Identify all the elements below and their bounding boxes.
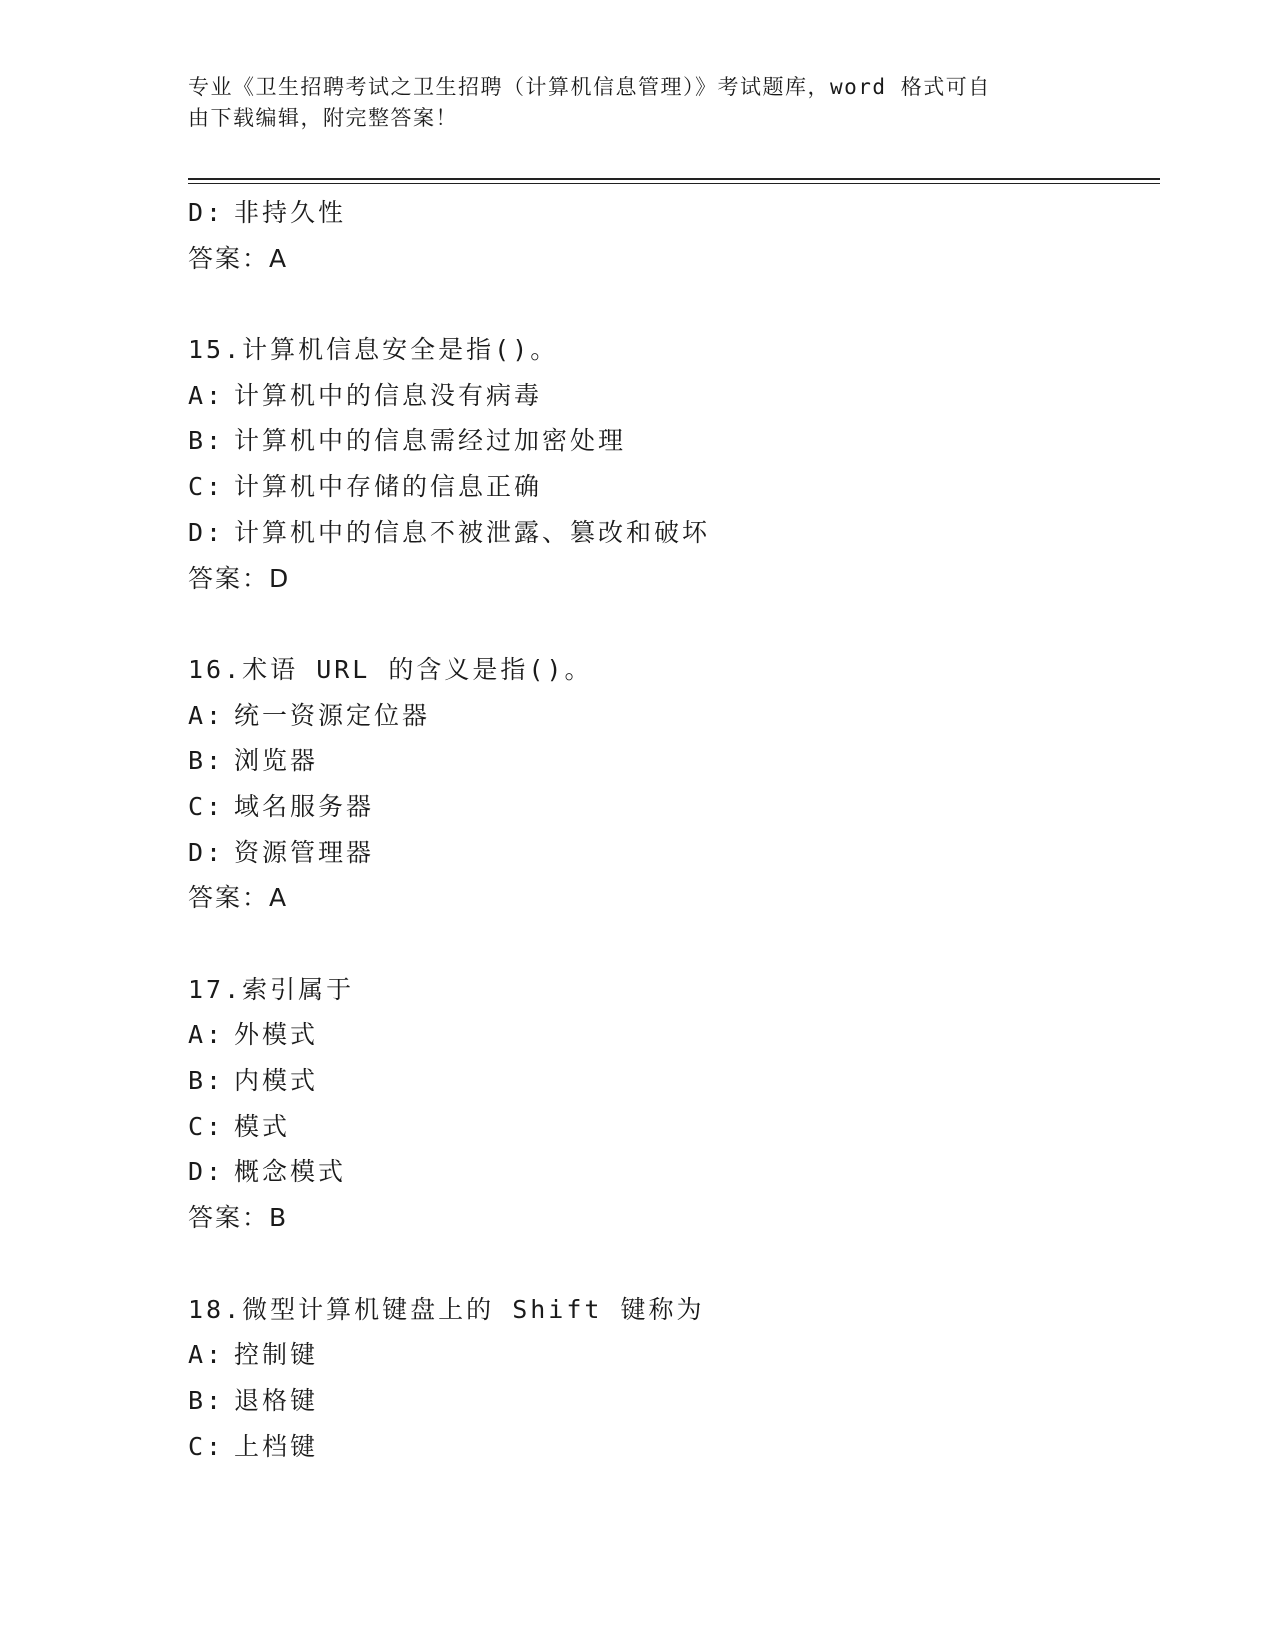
question-stem: 18.微型计算机键盘上的 Shift 键称为 (188, 1294, 705, 1324)
option-letter: B: (188, 1066, 225, 1096)
option-b-row (188, 1058, 1148, 1104)
option-d-row (188, 1149, 1148, 1195)
option-letter: A: (188, 1340, 225, 1370)
spacer (188, 921, 1148, 967)
option-text: 内模式 (234, 1066, 319, 1096)
option-c-row (188, 464, 1148, 510)
header-divider-thick (188, 178, 1160, 180)
option-d-row (188, 190, 1148, 236)
answer-value: A (269, 243, 289, 273)
option-text: 上档键 (234, 1431, 319, 1461)
option-a-row (188, 693, 1148, 739)
answer-label: 答案： (188, 563, 270, 593)
header-line-1: 专业《卫生招聘考试之卫生招聘（计算机信息管理）》考试题库，word 格式可自 (188, 75, 991, 99)
option-text: 浏览器 (234, 746, 319, 776)
option-text: 模式 (234, 1111, 291, 1141)
option-b-row (188, 418, 1148, 464)
option-text: 域名服务器 (234, 791, 375, 821)
option-d-row (188, 510, 1148, 556)
option-text: 退格键 (234, 1385, 319, 1415)
answer-row (188, 875, 1148, 921)
option-c-row (188, 1104, 1148, 1150)
spacer (188, 1241, 1148, 1287)
answer-row (188, 1195, 1148, 1241)
option-letter: A: (188, 700, 225, 730)
answer-label: 答案： (188, 883, 270, 913)
option-letter: C: (188, 1431, 225, 1461)
option-letter: B: (188, 1385, 225, 1415)
option-text: 计算机中存储的信息正确 (234, 472, 543, 502)
option-a-row (188, 1332, 1148, 1378)
answer-value: B (269, 1203, 289, 1233)
option-text: 计算机中的信息需经过加密处理 (234, 426, 627, 456)
option-letter: C: (188, 1111, 225, 1141)
option-text: 概念模式 (234, 1157, 347, 1187)
option-letter: D: (188, 198, 225, 227)
question-stem: 15.计算机信息安全是指()。 (188, 335, 559, 365)
option-c-row (188, 784, 1148, 830)
option-letter: B: (188, 746, 225, 776)
option-letter: B: (188, 426, 225, 456)
option-b-row (188, 738, 1148, 784)
option-text: 非持久性 (234, 198, 347, 227)
option-letter: D: (188, 517, 225, 547)
answer-label: 答案： (188, 243, 270, 273)
option-c-row (188, 1424, 1148, 1470)
option-text: 统一资源定位器 (234, 700, 431, 730)
option-letter: C: (188, 791, 225, 821)
answer-value: D (269, 563, 291, 593)
option-letter: A: (188, 380, 225, 410)
option-text: 资源管理器 (234, 837, 375, 867)
answer-label: 答案： (188, 1203, 270, 1233)
option-letter: A: (188, 1020, 225, 1050)
option-text: 计算机中的信息不被泄露、篡改和破坏 (234, 517, 711, 547)
option-text: 控制键 (234, 1340, 319, 1370)
answer-row (188, 556, 1148, 602)
option-b-row (188, 1378, 1148, 1424)
header-line-2: 由下载编辑，附完整答案！ (188, 106, 458, 130)
question-stem: 16.术语 URL 的含义是指()。 (188, 654, 593, 684)
option-a-row (188, 373, 1148, 419)
document-header (188, 72, 1088, 134)
spacer (188, 601, 1148, 647)
header-divider-thin (188, 183, 1160, 184)
spacer (188, 281, 1148, 327)
option-text: 外模式 (234, 1020, 319, 1050)
question-stem: 17.索引属于 (188, 974, 355, 1004)
option-text: 计算机中的信息没有病毒 (234, 380, 543, 410)
question-list (188, 190, 1148, 1469)
answer-row (188, 236, 1148, 282)
option-letter: D: (188, 837, 225, 867)
option-a-row (188, 1012, 1148, 1058)
option-letter: C: (188, 472, 225, 502)
answer-value: A (269, 883, 289, 913)
option-d-row (188, 830, 1148, 876)
option-letter: D: (188, 1157, 225, 1187)
